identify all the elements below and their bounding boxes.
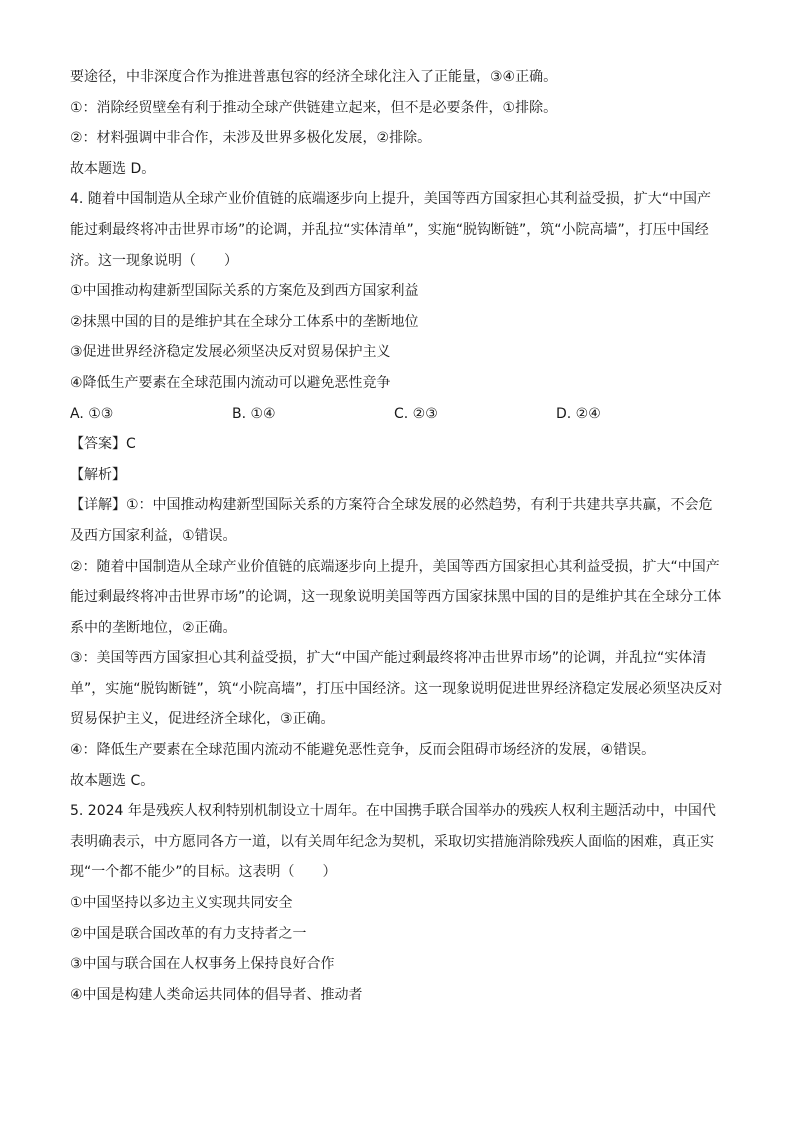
question-5-item: ①中国坚持以多边主义实现共同安全 [70,895,293,912]
prev-analysis-line: ②：材料强调中非合作，未涉及世界多极化发展，②排除。 [70,130,432,147]
question-4-item: ②抹黑中国的目的是维护其在全球分工体系中的垄断地位 [70,313,419,330]
question-4-item: ③促进世界经济稳定发展必须坚决反对贸易保护主义 [70,344,391,361]
question-5-item: ④中国是构建人类命运共同体的倡导者、推动者 [70,986,363,1003]
question-5-item: ②中国是联合国改革的有力支持者之一 [70,925,307,942]
option-b: B. ①④ [232,405,276,422]
question-5-stem: 5. 2024 年是残疾人权利特别机制设立十周年。在中国携手联合国举办的残疾人权利主题活动中，中国代表明确表示，中方愿同各方一道，以有关周年纪念为契机，采取切实措施消除残疾人面临的困难，真正实现“一个都不能少”的目标。这表明（ ） [70,803,716,881]
option-c: C. ②③ [394,405,438,422]
detail-paragraph: ③：美国等西方国家担心其利益受损，扩大“中国产能过剩最终将冲击世界市场”的论调，并乱拉“实体清单”，实施“脱钩断链”，筑“小院高墙”，打压中国经济。这一现象说明促进世界经济稳定发展必须坚决反对贸易保护主义，促进经济全球化，③正确。 [70,650,723,728]
prev-analysis-line: ①：消除经贸壁垒有利于推动全球产供链建立起来，但不是必要条件，①排除。 [70,99,558,116]
prev-analysis-line: 要途径，中非深度合作为推进普惠包容的经济全球化注入了正能量，③④正确。 [70,69,558,85]
answer-line [70,429,724,460]
detail-paragraph: 【详解】①：中国推动构建新型国际关系的方案符合全球发展的必然趋势，有利于共建共享共赢，不会危及西方国家利益，①错误。 [70,497,713,544]
option-a: A. ①③ [70,405,114,422]
answer-value: C [126,436,136,453]
detail-paragraph: ②：随着中国制造从全球产业价值链的底端逐步向上提升，美国等西方国家担心其利益受损，扩大“中国产能过剩最终将冲击世界市场”的论调，这一现象说明美国等西方国家抹黑中国的目的是维护其在全球分工体系中的垄断地位，②正确。 [70,558,722,636]
detail-paragraph: ④：降低生产要素在全球范围内流动不能避免恶性竞争，反而会阻碍市场经济的发展，④错误。 [70,742,656,759]
analysis-label: 【解析】 [70,466,126,483]
option-d: D. ②④ [556,405,601,422]
question-4-options [70,399,724,430]
question-5-item: ③中国与联合国在人权事务上保持良好合作 [70,956,335,973]
question-4-item: ④降低生产要素在全球范围内流动可以避免恶性竞争 [70,374,391,391]
question-4-item: ①中国推动构建新型国际关系的方案危及到西方国家利益 [70,283,419,300]
question-4-stem: 4. 随着中国制造从全球产业价值链的底端逐步向上提升，美国等西方国家担心其利益受损，扩大“中国产能过剩最终将冲击世界市场”的论调，并乱拉“实体清单”，实施“脱钩断链”，筑“小院高墙”，打压中国经济。这一现象说明（ ） [70,191,712,269]
prev-conclusion: 故本题选 D。 [70,160,156,177]
question-4-conclusion: 故本题选 C。 [70,772,155,789]
answer-label: 【答案】 [70,436,126,453]
